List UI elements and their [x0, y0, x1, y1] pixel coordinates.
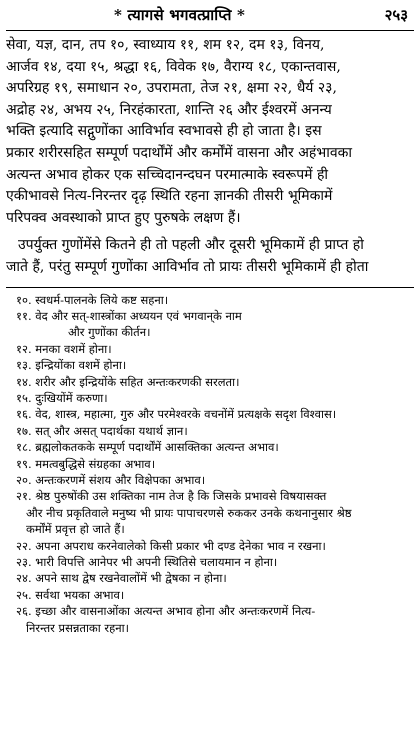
footnote-item [16, 357, 414, 373]
footnote-item [16, 603, 414, 636]
text-line: अपरिग्रह १९, समाधान २०, उपरामता, तेज २१, क्षमा २२, धैर्य २३, [6, 80, 337, 97]
text-line: एकीभावसे नित्य-निरन्तर दृढ़ स्थिति रहना ज्ञानकी तीसरी भूमिकामें [6, 188, 333, 205]
footnote-item [16, 538, 414, 554]
text-line: अद्रोह २४, अभय २५, निरहंकारता, शान्ति २६ और ईश्वरमें अनन्य [6, 101, 332, 118]
text-line: सेवा, यज्ञ, दान, तप १०, स्वाध्याय ११, शम १२, दम १३, विनय, [6, 37, 325, 53]
text-line: उपर्युक्त गुणोंमेंसे कितने ही तो पहली और दूसरी भूमिकामें ही प्राप्त हो [18, 237, 364, 254]
footnote-text: १७. सत् और असत् पदार्थका यथार्थ ज्ञान। [16, 423, 188, 438]
footnote-item [16, 570, 414, 586]
footnote-item [16, 456, 414, 472]
footnote-text: १२. मनका वशमें होना। [16, 341, 112, 356]
footnote-item [16, 472, 414, 488]
footnote-item [16, 308, 414, 341]
text-line: अत्यन्त अभाव होकर एक सच्चिदानन्दघन परमात्माके स्वरूपमें ही [6, 166, 329, 183]
footnote-text: २६. इच्छा और वासनाओंका अत्यन्त अभाव होना और अन्तःकरणमें नित्य- [16, 604, 316, 619]
text-line: आर्जव १४, दया १५, श्रद्धा १६, विवेक १७, वैराग्य १८, एकान्तवास, [6, 58, 341, 75]
footnote-text: १५. दुःखियोंमें करुणा। [16, 390, 108, 405]
footnote-text: १३. इन्द्रियोंका वशमें होना। [16, 358, 127, 373]
text-line: भक्ति इत्यादि सद्गुणोंका आविर्भाव स्वभावसे ही हो जाता है। इस [6, 123, 322, 140]
text-line: प्रकार शरीरसहित सम्पूर्ण पदार्थोंमें और कर्मोंमें वासना और अहंभावका [6, 144, 352, 161]
footnote-text: २३. भारी विपत्ति आनेपर भी अपनी स्थितिसे चलायमान न होना। [16, 555, 278, 570]
footnote-item [16, 423, 414, 439]
footnote-item [16, 439, 414, 455]
main-paragraph [6, 35, 414, 229]
footnote-text: २१. श्रेष्ठ पुरुषोंकी उस शक्तिका नाम तेज है कि जिसके प्रभावसे विषयासक्त [16, 489, 327, 504]
footnote-continuation: निरन्तर प्रसन्नताका रहना। [26, 620, 129, 635]
footnote-item [16, 406, 414, 422]
header-rule [6, 30, 414, 31]
footnote-text: ११. वेद और सत्-शास्त्रोंका अध्ययन एवं भगवान्‌के नाम [16, 308, 242, 323]
page-header [6, 0, 414, 30]
footnote-item [16, 587, 414, 603]
footnote-text: २५. सर्वथा भयका अभाव। [16, 587, 125, 602]
page-number: २५३ [384, 6, 408, 24]
text-line: जाते हैं, परंतु सम्पूर्ण गुणोंका आविर्भाव तो प्रायः तीसरी भूमिकामें ही होता [6, 258, 369, 275]
footnote-item [16, 341, 414, 357]
footnote-text: १०. स्वधर्म-पालनके लिये कष्ट सहना। [16, 292, 169, 307]
text-line: परिपक्व अवस्थाको प्राप्त हुए पुरुषके लक्षण हैं। [6, 209, 241, 226]
footnote-text: १४. शरीर और इन्द्रियोंके सहित अन्तःकरणकी सरलता। [16, 374, 240, 389]
footnote-item [16, 554, 414, 570]
footnotes-list [6, 292, 414, 637]
footnote-text: २४. अपने साथ द्वेष रखनेवालोंमें भी द्वेषका न होना। [16, 571, 227, 586]
footnote-continuation: कर्मोंमें प्रवृत्त हो जाते हैं। [26, 522, 125, 537]
running-title: * त्यागसे भगवत्प्राप्ति * [114, 6, 246, 24]
footnote-item [16, 292, 414, 308]
footnote-item [16, 374, 414, 390]
footnote-text: १६. वेद, शास्त्र, महात्मा, गुरु और परमेश्वरके वचनोंमें प्रत्यक्षके सदृश विश्वास। [16, 407, 337, 422]
footnote-text: २२. अपना अपराध करनेवालेको किसी प्रकार भी दण्ड देनेका भाव न रखना। [16, 538, 326, 553]
footnote-text: १८. ब्रह्मलोकतकके सम्पूर्ण पदार्थोंमें आसक्तिका अत्यन्त अभाव। [16, 440, 279, 455]
footnote-text: २०. अन्तःकरणमें संशय और विक्षेपका अभाव। [16, 473, 206, 487]
footnote-text: १९. ममत्वबुद्धिसे संग्रहका अभाव। [16, 456, 156, 471]
footnote-continuation: और गुणोंका कीर्तन। [68, 325, 151, 340]
footnote-item [16, 390, 414, 406]
footnote-continuation: और नीच प्रकृतिवाले मनुष्य भी प्रायः पापाचरणसे रुककर उनके कथनानुसार श्रेष्ठ [26, 505, 352, 520]
footnote-separator [6, 287, 414, 288]
second-paragraph [6, 235, 414, 278]
footnote-item [16, 488, 414, 537]
